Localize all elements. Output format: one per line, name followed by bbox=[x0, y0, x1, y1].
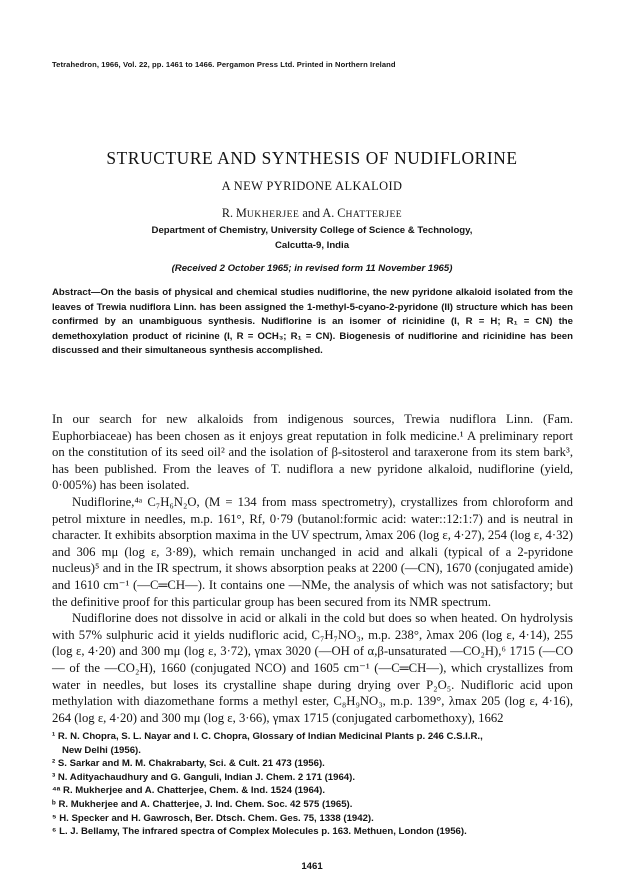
article-body bbox=[52, 411, 573, 726]
author-1-surname: UKHERJEE bbox=[246, 209, 300, 220]
page-number: 1461 bbox=[301, 861, 323, 872]
footnote-continuation: New Delhi (1956). bbox=[62, 744, 141, 756]
affiliation-line-2: Calcutta-9, India bbox=[274, 240, 350, 251]
author-2-initial: A. C bbox=[322, 206, 346, 220]
abstract bbox=[52, 286, 573, 359]
abstract-label: Abstract bbox=[52, 287, 91, 298]
footnote: ² S. Sarkar and M. M. Chakrabarty, Sci. & Cult. 21 473 (1956). bbox=[52, 758, 325, 770]
abstract-text: —On the basis of physical and chemical studies nudiflorine, the new pyridone alkaloid isolated from the leaves of Trewia nudiflora Linn. has been assigned the 1-methyl-5-cyano-2-pyridone (II) structure which has been confirmed by an unambiguous synthesis. Nudiflorine is an isomer of ricinidine (I, R = H; R₁ = CN) the demethoxylation product of ricinine (I, R = OCH₃; R₁ = CN). Biogenesis of nudiflorine and ricinidine has been discussed and their simultaneous synthesis accomplished. bbox=[52, 287, 573, 357]
journal-header: Tetrahedron, 1966, Vol. 22, pp. 1461 to 1466. Pergamon Press Ltd. Printed in Northern Ireland bbox=[52, 60, 396, 69]
footnote: ⁶ L. J. Bellamy, The infrared spectra of Complex Molecules p. 163. Methuen, London (1956). bbox=[52, 826, 467, 838]
footnote: ⁵ H. Specker and H. Gawrosch, Ber. Dtsch. Chem. Ges. 75, 1338 (1942). bbox=[52, 812, 374, 824]
footnote: ⁴ᵃ R. Mukherjee and A. Chatterjee, Chem. & Ind. 1524 (1964). bbox=[52, 785, 326, 797]
received-text: (Received 2 October 1965; in revised form 11 November 1965) bbox=[171, 263, 453, 274]
body-paragraph-1: In our search for new alkaloids from indigenous sources, Trewia nudiflora Linn. (Fam. Euphorbiaceae) has been chosen as it enjoys great reputation in folk medicine.¹ A preliminary report on the constitution of its seed oil² and the isolation of β-sitosterol and taraxerone from its stem bark³, has been published. From the leaves of T. nudiflora a new pyridone alkaloid, nudiflorine (yield, 0·005%) has been isolated. bbox=[52, 412, 573, 493]
article-subtitle: A NEW PYRIDONE ALKALOID bbox=[221, 179, 403, 193]
author-2-surname: HATTERJEE bbox=[345, 209, 403, 220]
body-paragraph-2: Nudiflorine,⁴ᵃ C₇H₆N₂O, (M = 134 from mass spectrometry), crystallizes from chloroform and petrol mixture in needles, m.p. 161°, Rf, 0·79 (butanol:formic acid: water::12:1:7) and is neutral in character. It exhibits absorption maxima in the UV spectrum, λmax 206 (log ε, 4·27), 254 (log ε, 4·32) and 306 mμ (log ε, 3·89), which remain unchanged in acid and alkali (typical of a 2-pyridone nucleus)⁵ and in the IR spectrum, it shows absorption peaks at 2200 (—CN), 1670 (conjugated amide) and 1610 cm⁻¹ (—C═CH—). It contains one —NMe, the analysis of which was not satisfactory; but the definitive proof for this particular group has been secured from its NMR spectrum. bbox=[52, 494, 573, 609]
affiliation bbox=[0, 223, 624, 253]
author-1-initial: R. M bbox=[221, 206, 247, 220]
authors-conjunction: and bbox=[299, 206, 323, 220]
footnote: ¹ R. N. Chopra, S. L. Nayar and I. C. Chopra, Glossary of Indian Medicinal Plants p. 246 C.S.I.R., bbox=[52, 731, 483, 742]
footnotes bbox=[52, 730, 573, 839]
authors bbox=[0, 206, 624, 221]
article-title: STRUCTURE AND SYNTHESIS OF NUDIFLORINE bbox=[106, 148, 518, 168]
footnote: ᵇ R. Mukherjee and A. Chatterjee, J. Ind. Chem. Soc. 42 575 (1965). bbox=[52, 798, 353, 810]
affiliation-line-1: Department of Chemistry, University College of Science & Technology, bbox=[151, 225, 473, 236]
footnote: ³ N. Adityachaudhury and G. Ganguli, Indian J. Chem. 2 171 (1964). bbox=[52, 771, 355, 783]
body-paragraph-3: Nudiflorine does not dissolve in acid or alkali in the cold but does so when heated. On hydrolysis with 57% sulphuric acid it yields nudifloric acid, C₇H₇NO₃, m.p. 238°, λmax 206 (log ε, 4·14), 255 (log ε, 4·20) and 300 mμ (log ε, 3·72), γmax 3020 (—OH of α,β-unsaturated —CO₂H),⁶ 1715 (—CO— of the —CO₂H), 1660 (conjugated NCO) and 1605 cm⁻¹ (—C═CH—), which crystallizes from water in needles, but loses its crystalline shape during drying over P₂O₅. Nudifloric acid upon methylation with diazomethane forms a methyl ester, C₈H₉NO₃, m.p. 139°, λmax 205 (log ε, 4·16), 264 (log ε, 4·20) and 300 mμ (log ε, 3·66), γmax 1715 (conjugated carbomethoxy), 1662 bbox=[52, 611, 573, 725]
received-dates bbox=[0, 263, 624, 274]
